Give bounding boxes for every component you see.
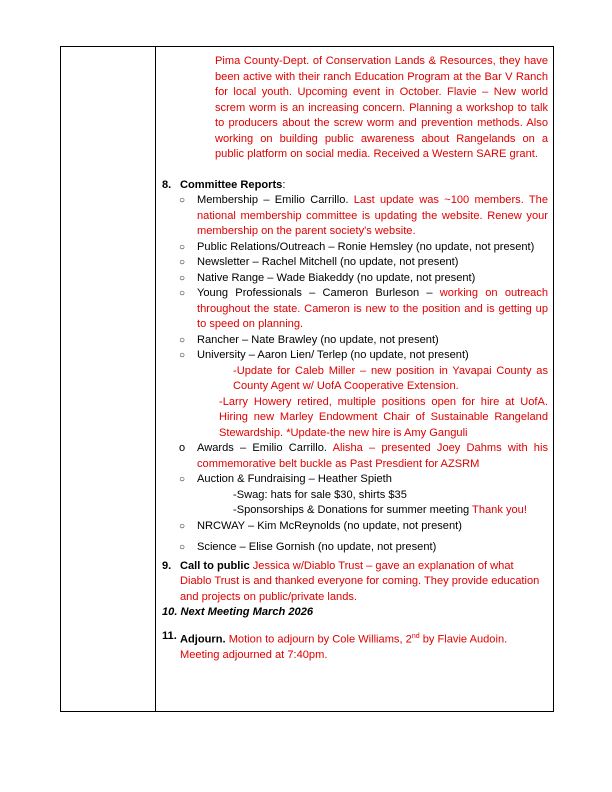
university-note-larry: -Larry Howery retired, multiple positions open for hire at UofA. Hiring new Marley Endowment Chair of Sustainable Rangeland Stewardship. *Update-the new hire is Amy Ganguli (219, 395, 548, 439)
call-to-public-item (162, 559, 548, 606)
bullet-icon: o (178, 442, 186, 454)
committee-list-end (162, 519, 548, 556)
call-to-public-text: Jessica w/Diablo Trust – gave an explanation of what Diablo Trust is and thanked everyone for coming. They provide education and projects on public/private lands. (180, 559, 540, 603)
bullet-icon: ○ (178, 542, 186, 553)
list-item (162, 286, 548, 333)
next-meeting: 10. Next Meeting March 2026 (162, 606, 314, 618)
list-item (162, 519, 548, 535)
committee-name: Membership – Emilio Carrillo. (197, 194, 354, 206)
bullet-icon: ○ (178, 350, 186, 361)
list-item (162, 540, 548, 556)
list-item (162, 193, 548, 240)
minutes-content (162, 54, 548, 663)
table-column-divider (155, 46, 156, 712)
adjourn-item (162, 629, 548, 664)
item-number: 9. (162, 559, 172, 572)
adjourn-text-end: by Flavie Audoin. Meeting adjourned at 7:40pm. (180, 633, 508, 661)
spacer (162, 163, 548, 178)
university-note-caleb: -Update for Caleb Miller – new position in Yavapai County as County Agent w/ UofA Cooperative Extension. (233, 364, 548, 392)
list-item (162, 240, 548, 256)
committee-reports-heading (162, 178, 548, 194)
committee-name: Auction & Fundraising – Heather Spieth (197, 473, 392, 485)
ordinal-suffix: nd (411, 632, 420, 640)
bullet-icon: ○ (178, 272, 186, 284)
list-item (162, 255, 548, 271)
list-item (162, 441, 548, 472)
committee-list (162, 193, 548, 364)
bullet-icon: ○ (178, 257, 186, 268)
committee-name: Newsletter – Rachel Mitchell (no update, not present) (197, 256, 459, 268)
bullet-icon: ○ (178, 520, 186, 532)
sponsorship-text: -Sponsorships & Donations for summer meeting (233, 504, 473, 516)
adjourn-text: Motion to adjourn by Cole Williams, 2 (225, 633, 412, 646)
auction-swag: -Swag: hats for sale $30, shirts $35 (233, 488, 407, 501)
bullet-icon: ○ (178, 241, 186, 253)
committee-update: Alisha – presented Joey Dahms with his commemorative belt buckle as Past Presdient for AZSRM (197, 442, 548, 470)
bullet-icon: ○ (178, 195, 186, 206)
colon: : (282, 178, 286, 191)
list-item (162, 348, 548, 364)
committee-update: Last update was ~100 members. The national membership committee is updating the website. Renew your membership on the parent society's website. (197, 194, 548, 237)
list-item (162, 333, 548, 349)
auction-sponsorships (233, 503, 548, 519)
committee-name: NRCWAY – Kim McReynolds (no update, not present) (197, 519, 462, 532)
spacer (162, 621, 548, 629)
section-title: Call to public (180, 559, 250, 572)
list-item (162, 271, 548, 287)
committee-name: University – Aaron Lien/ Terlep (no update, not present) (197, 349, 469, 361)
intro-paragraph: Pima County-Dept. of Conservation Lands & Resources, they have been active with their ranch Education Program at the Bar V Ranch for local youth. Upcoming event in October. Flavie – New world screm worm is an increasing concern. Planning a workshop to talk to producers about the screw worm and prevention methods. Also working on building public awareness about Rangelands on a public platform on social media. Received a Western SARE grant. (215, 55, 548, 160)
committee-name: Science – Elise Gornish (no update, not present) (197, 541, 437, 553)
bullet-icon: ○ (178, 288, 186, 299)
thank-you-text: Thank you! (472, 504, 527, 516)
committee-name: Public Relations/Outreach – Ronie Hemsley (no update, not present) (197, 240, 535, 253)
item-number: 11. (162, 629, 177, 642)
committee-name: Rancher – Nate Brawley (no update, not present) (197, 333, 439, 346)
bullet-icon: ○ (178, 474, 186, 485)
committee-update: working on outreach throughout the state. Cameron is new to the position and is getting up to speed on planning. (197, 287, 548, 330)
item-number: 8. (162, 178, 172, 191)
committee-name: Native Range – Wade Biakeddy (no update, not present) (197, 271, 476, 284)
bullet-icon: ○ (178, 334, 186, 346)
list-item (162, 472, 548, 488)
section-title: Committee Reports (180, 178, 283, 191)
section-title: Adjourn. (180, 633, 226, 646)
committee-name: Young Professionals – Cameron Burleson – (197, 287, 440, 299)
committee-name: Awards – Emilio Carrillo. (197, 442, 333, 454)
committee-list-continued (162, 441, 548, 488)
